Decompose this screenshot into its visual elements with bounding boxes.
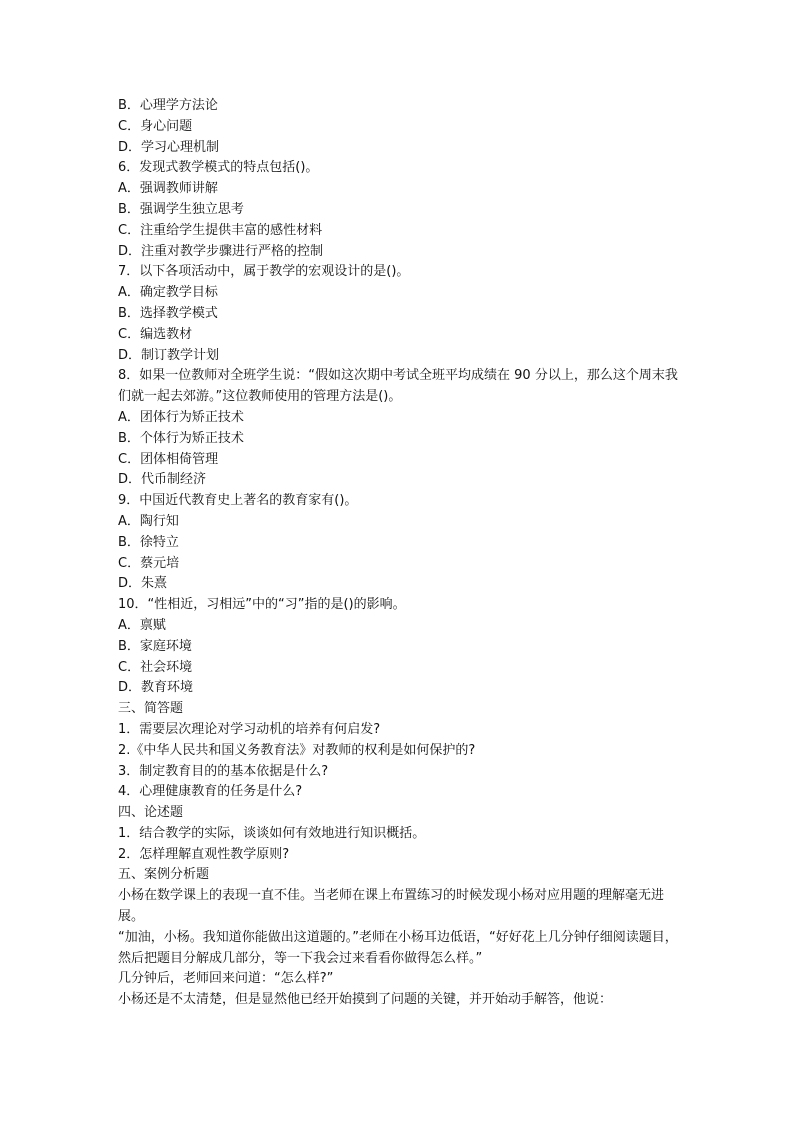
q6-option-a: A．强调教师讲解	[118, 181, 218, 197]
short-answer-2: 2.《中华人民共和国义务教育法》对教师的权利是如何保护的?	[118, 742, 476, 758]
short-answer-4: 4．心理健康教育的任务是什么?	[118, 784, 303, 800]
option-b-psychology-methodology: B．心理学方法论	[118, 98, 218, 113]
question-7: 7．以下各项活动中，属于教学的宏观设计的是()。	[118, 264, 410, 280]
q9-option-b: B．徐特立	[118, 534, 179, 550]
option-d-learning-mechanism: D．学习心理机制	[118, 139, 220, 155]
q10-option-a: A．禀赋	[118, 617, 166, 633]
q7-option-a: A．确定教学目标	[118, 285, 218, 301]
case-paragraph-1: 小杨在数学课上的表现一直不佳。当老师在课上布置练习的时候发现小杨对应用题的理解毫无进展。	[118, 888, 665, 925]
q10-option-c: C．社会环境	[118, 659, 193, 675]
q8-option-c: C．团体相倚管理	[118, 451, 219, 467]
q9-option-d: D．朱熹	[118, 576, 168, 592]
q6-option-d: D．注重对教学步骤进行严格的控制	[118, 243, 324, 259]
question-10: 10．“性相近，习相远”中的“习”指的是()的影响。	[118, 597, 406, 613]
q6-option-b: B．强调学生独立思考	[118, 201, 244, 217]
option-c-mind-body: C．身心问题	[118, 118, 193, 134]
q10-option-d: D．教育环境	[118, 680, 194, 696]
essay-2: 2．怎样理解直观性教学原则?	[118, 846, 290, 862]
short-answer-3: 3．制定教育目的的基本依据是什么?	[118, 763, 329, 779]
question-6: 6．发现式教学模式的特点包括()。	[118, 160, 319, 176]
q9-option-a: A．陶行知	[118, 513, 179, 529]
q10-option-b: B．家庭环境	[118, 638, 192, 654]
question-8: 8．如果一位教师对全班学生说：“假如这次期中考试全班平均成绩在 90 分以上，那么这个周末我们就一起去郊游。”这位教师使用的管理方法是()。	[118, 368, 678, 405]
document-body	[118, 96, 678, 1011]
question-9: 9．中国近代教育史上著名的教育家有()。	[118, 493, 358, 509]
q9-option-c: C．蔡元培	[118, 555, 180, 571]
section-heading-essay: 四、论述题	[118, 805, 184, 821]
case-paragraph-3: 几分钟后，老师回来问道：“怎么样?”	[118, 971, 334, 987]
q7-option-d: D．制订教学计划	[118, 347, 220, 363]
q6-option-c: C．注重给学生提供丰富的感性材料	[118, 222, 323, 238]
q8-option-a: A．团体行为矫正技术	[118, 409, 244, 425]
q7-option-c: C．编选教材	[118, 326, 193, 342]
section-heading-short-answer: 三、简答题	[118, 701, 184, 717]
essay-1: 1．结合教学的实际，谈谈如何有效地进行知识概括。	[118, 825, 426, 841]
short-answer-1: 1．需要层次理论对学习动机的培养有何启发?	[118, 721, 381, 737]
case-paragraph-2: “加油，小杨。我知道你能做出这道题的。”老师在小杨耳边低语，“好好花上几分钟仔细阅读题目，然后把题目分解成几部分，等一下我会过来看看你做得怎么样。”	[118, 929, 678, 966]
q8-option-d: D．代币制经济	[118, 472, 207, 488]
q8-option-b: B．个体行为矫正技术	[118, 430, 244, 446]
q7-option-b: B．选择教学模式	[118, 305, 218, 321]
section-heading-case-analysis: 五、案例分析题	[118, 867, 210, 883]
case-paragraph-4: 小杨还是不太清楚，但是显然他已经开始摸到了问题的关键，并开始动手解答，他说：	[118, 992, 613, 1008]
